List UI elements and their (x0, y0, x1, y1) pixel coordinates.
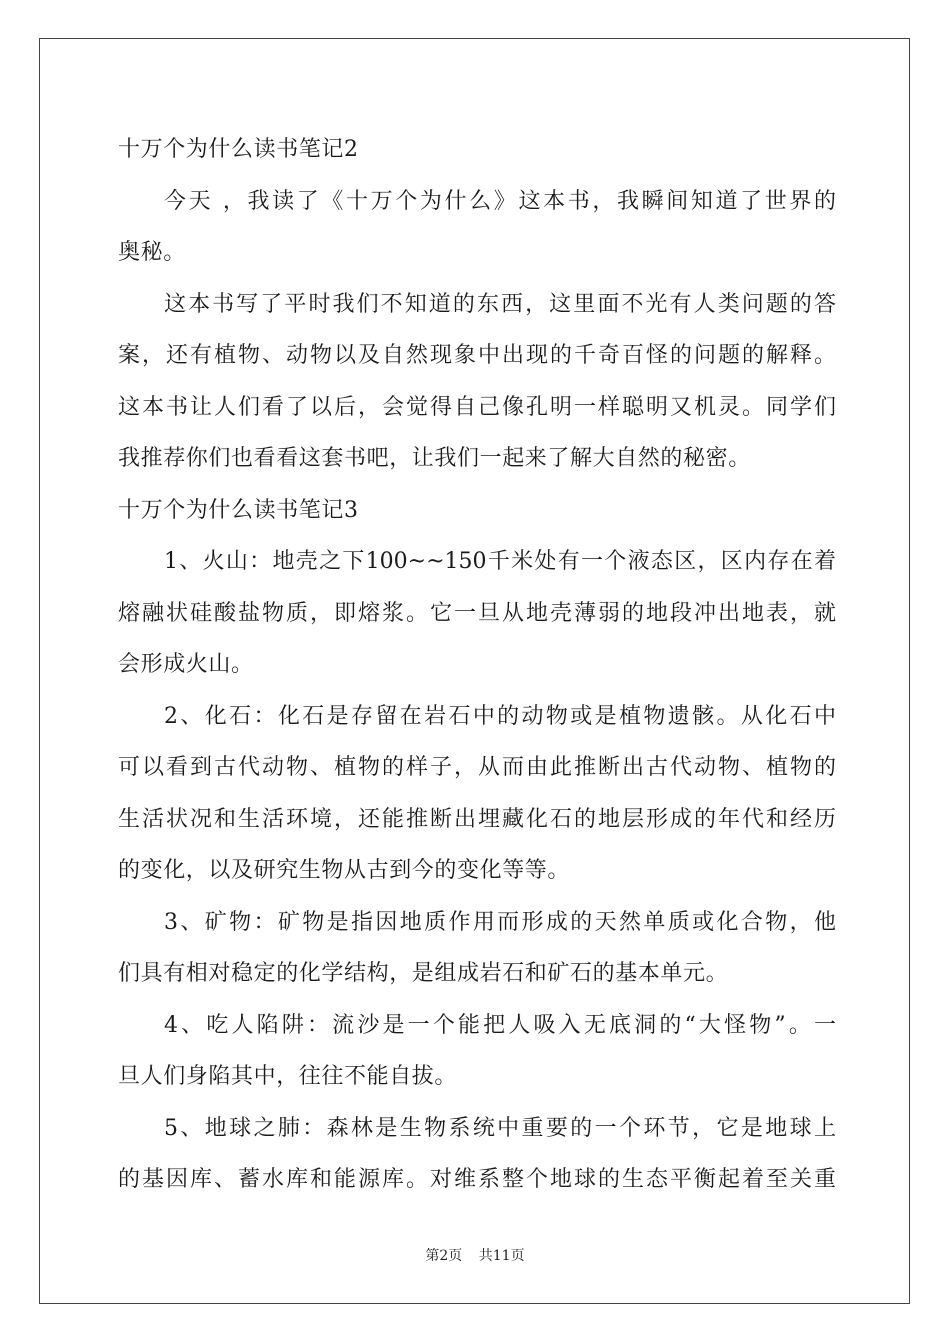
text-line: 1、火山：地壳之下100~~150千米处有一个液态区，区内存在着 (164, 549, 836, 574)
text-line: 旦人们身陷其中，往往不能自拔。 (118, 1064, 458, 1089)
text-line: 会形成火山。 (118, 652, 254, 677)
document-body (118, 124, 836, 1206)
text-line: 的基因库、蓄水库和能源库。对维系整个地球的生态平衡起着至关重 (118, 1167, 836, 1192)
text-line: 这本书写了平时我们不知道的东西，这里面不光有人类问题的答 (164, 291, 836, 317)
text-line: 这本书让人们看了以后，会觉得自己像孔明一样聪明又机灵。同学们 (118, 394, 836, 420)
text-line: 可以看到古代动物、植物的样子，从而由此推断出古代动物、植物的 (118, 755, 836, 780)
text-line: 我推荐你们也看看这套书吧，让我们一起来了解大自然的秘密。 (118, 446, 751, 471)
text-line: 的变化，以及研究生物从古到今的变化等等。 (118, 858, 571, 883)
text-line: 案，还有植物、动物以及自然现象中出现的千奇百怪的问题的解释。 (118, 343, 836, 368)
page-total: 共11页 (478, 1248, 525, 1264)
page-footer (0, 1245, 950, 1265)
text-line: 生活状况和生活环境，还能推断出埋藏化石的地层形成的年代和经历 (118, 806, 836, 832)
text-line: 们具有相对稳定的化学结构，是组成岩石和矿石的基本单元。 (118, 961, 729, 986)
text-line: 奥秘。 (118, 240, 186, 265)
text-line: 今天 ，我读了《十万个为什么》这本书，我瞬间知道了世界的 (164, 188, 836, 214)
text-line: 熔融状硅酸盐物质，即熔浆。它一旦从地壳薄弱的地段冲出地表，就 (118, 600, 836, 626)
text-line: 4、吃人陷阱：流沙是一个能把人吸入无底洞的“大怪物”。一 (164, 1012, 836, 1038)
text-line: 2、化石：化石是存留在岩石中的动物或是植物遗骸。从化石中 (164, 703, 836, 729)
text-line: 3、矿物：矿物是指因地质作用而形成的天然单质或化合物，他 (164, 909, 836, 935)
section-heading: 十万个为什么读书笔记2 (118, 137, 359, 162)
page-number: 第2页 (425, 1248, 463, 1264)
text-line: 5、地球之肺：森林是生物系统中重要的一个环节，它是地球上 (164, 1115, 836, 1141)
section-heading: 十万个为什么读书笔记3 (118, 497, 359, 523)
